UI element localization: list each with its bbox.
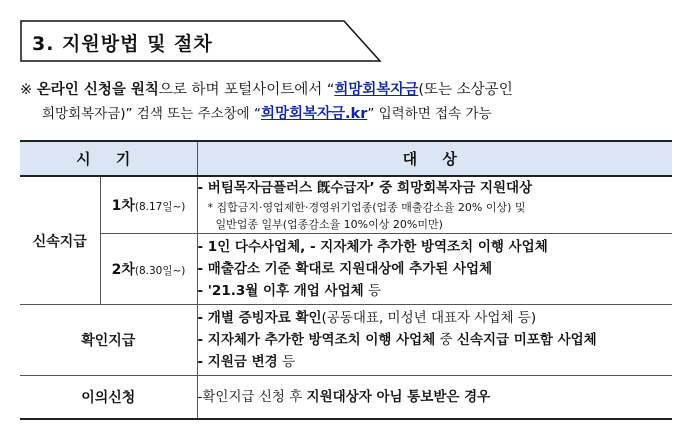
notice-emphasis: 온라인 신청을 원칙 <box>36 82 159 98</box>
search-keyword-link[interactable]: 희망회복자금 <box>334 82 419 98</box>
notice-text-tail: (또는 소상공인 <box>418 82 513 98</box>
phase-1-item: - 버팀목자금플러스 旣수급자’ 중 희망회복자금 지원대상 <box>197 180 533 196</box>
phase-2-item-3-main: - '21.3월 이후 개업 사업체 <box>197 283 364 299</box>
table-row <box>20 305 672 376</box>
confirm-item-2-end: 신속지급 미포함 사업체 <box>456 332 597 348</box>
phase-2-target <box>197 234 672 305</box>
phase-1-target <box>197 176 672 234</box>
objection-target <box>197 376 672 420</box>
phase-1-label <box>112 198 186 214</box>
phase-1-cell <box>100 176 197 234</box>
phase-2-item-3 <box>198 280 673 302</box>
group-label-fast: 신속지급 <box>20 176 100 305</box>
objection-item-main: 지원대상자 아님 통보받은 경우 <box>306 389 491 405</box>
phase-1-sub-2: 일반업종 일부(업종감소율 10%이상 20%미만) <box>215 218 443 231</box>
phase-2-item-3-tail: 등 <box>363 283 382 299</box>
confirm-item-2-mid: 중 <box>435 332 457 348</box>
confirm-target <box>197 305 672 376</box>
procedure-table <box>20 140 672 420</box>
header-target: 대 상 <box>197 141 672 176</box>
phase-2-label <box>112 262 186 278</box>
confirm-item-1-note: (공동대표, 미성년 대표자 사업체 등) <box>321 310 537 326</box>
phase-2-item-2: - 매출감소 기준 확대로 지원대상에 추가된 사업체 <box>197 261 493 277</box>
phase-2-cell <box>100 234 197 305</box>
phase-2-item-1: - 1인 다수사업체, - 지자체가 추가한 방역조치 이행 사업체 <box>197 239 548 255</box>
table-row <box>20 376 672 420</box>
site-address-link[interactable]: 희망회복자금.kr <box>261 106 368 122</box>
notice-line-2 <box>20 102 680 126</box>
confirm-item-3-tail: 등 <box>277 354 296 370</box>
notice-line-1 <box>20 78 680 102</box>
confirm-item-2 <box>198 329 673 351</box>
confirm-item-3-main: - 지원금 변경 <box>197 354 278 370</box>
section-header <box>20 20 382 62</box>
confirm-item-1 <box>198 307 673 329</box>
phase-2-name: 2차 <box>111 262 135 278</box>
table-row <box>20 234 672 305</box>
notice-paragraph <box>20 78 680 126</box>
table-header-row <box>20 141 672 176</box>
table-row <box>20 176 672 234</box>
objection-item <box>198 386 673 408</box>
notice-text-2-tail: ” 입력하면 접속 가능 <box>367 106 492 122</box>
group-label-confirm: 확인지급 <box>20 305 197 376</box>
confirm-item-3 <box>198 351 673 373</box>
confirm-item-2-main: - 지자체가 추가한 방역조치 이행 사업체 <box>197 332 436 348</box>
section-title: 3. 지원방법 및 절차 <box>32 33 213 55</box>
notice-text-2: 희망회복자금)” 검색 또는 주소창에 “ <box>42 106 261 122</box>
phase-1-date: (8.17일~) <box>134 201 186 213</box>
confirm-item-1-main: - 개별 증빙자료 확인 <box>197 310 322 326</box>
notice-text: 으로 하며 포털사이트에서 “ <box>158 82 335 98</box>
header-time: 시 기 <box>20 141 197 176</box>
phase-1-sub: * 집합금지·영업제한·경영위기업종(업종 매출감소율 20% 이상) 및 <box>207 201 526 214</box>
group-label-objection: 이의신청 <box>20 376 197 420</box>
objection-item-lead: -확인지급 신청 후 <box>197 389 307 405</box>
phase-1-name: 1차 <box>111 198 135 214</box>
reference-mark: ※ <box>20 82 33 98</box>
phase-2-date: (8.30일~) <box>134 265 186 277</box>
